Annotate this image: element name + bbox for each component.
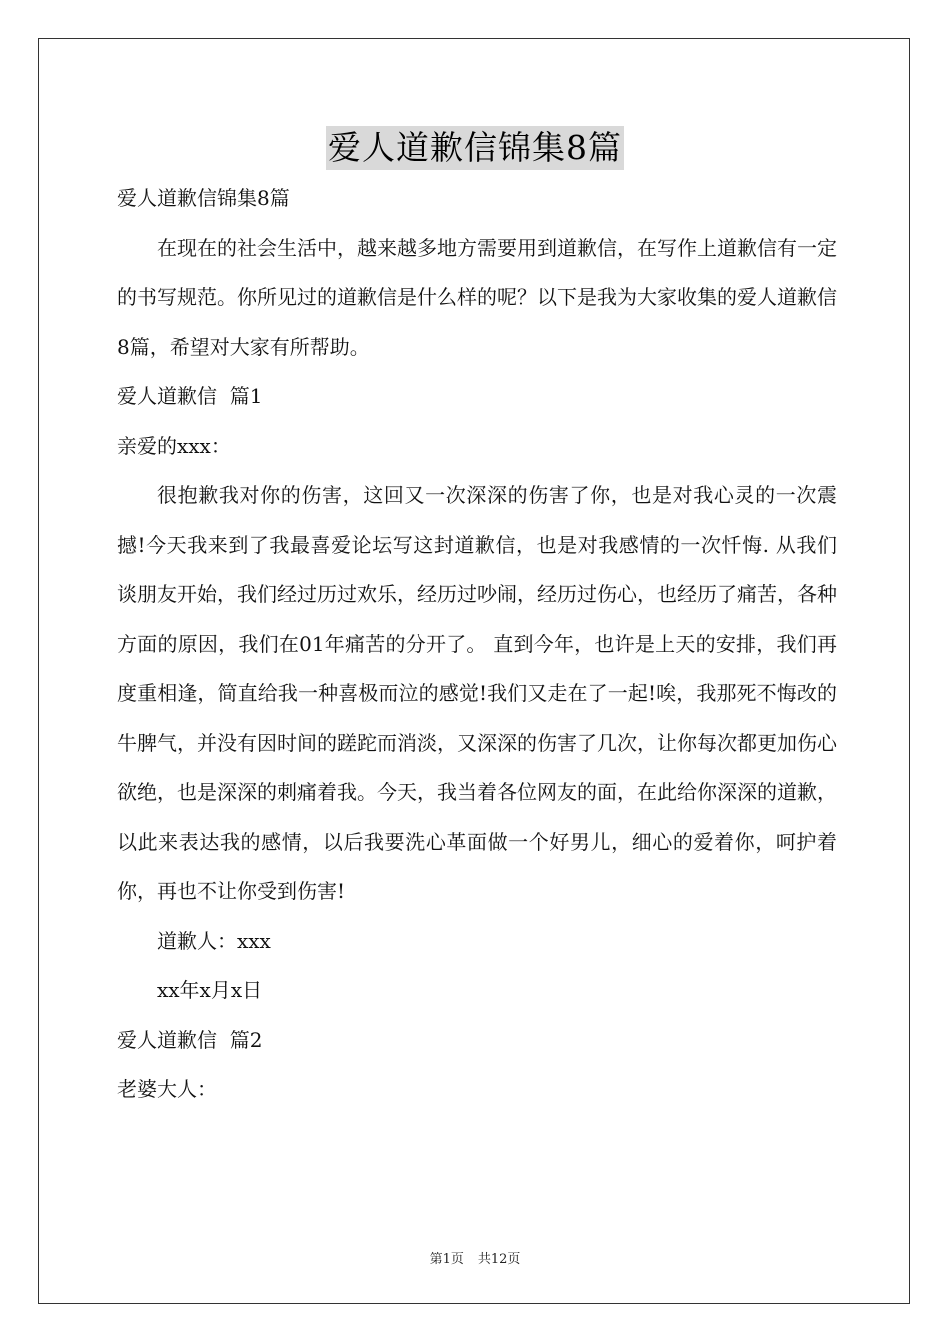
page-number: 第1页 — [429, 1252, 464, 1267]
section-1-date: xx年x月x日 — [157, 978, 263, 1002]
section-2-heading: 爱人道歉信 篇2 — [117, 1027, 263, 1052]
document-subtitle: 爱人道歉信锦集8篇 — [117, 186, 290, 210]
page-total: 共12页 — [477, 1252, 521, 1267]
intro-paragraph: 在现在的社会生活中，越来越多地方需要用到道歉信，在写作上道歉信有一定的书写规范。你所见过的道歉信是什么样的呢？以下是我为大家收集的爱人道歉信8篇，希望对大家有所帮助。 — [117, 235, 837, 359]
section-1-signature: 道歉人：xxx — [157, 928, 271, 953]
title-container — [0, 126, 950, 170]
section-2-salutation: 老婆大人： — [117, 1077, 217, 1101]
section-1-heading: 爱人道歉信 篇1 — [117, 384, 263, 408]
page-footer — [0, 1248, 950, 1267]
section-1-salutation: 亲爱的xxx： — [117, 433, 231, 458]
document-title: 爱人道歉信锦集8篇 — [326, 126, 624, 170]
section-1-body: 很抱歉我对你的伤害，这回又一次深深的伤害了你，也是对我心灵的一次震撼!今天我来到了我最喜爱论坛写这封道歉信，也是对我感情的一次忏悔. 从我们谈朋友开始，我们经过历过欢乐，经历过吵闹，经历过伤心，也经历了痛苦，各种方面的原因，我们在01年痛苦的分开了。 直到今年，也许是上天的安排，我们再度重相逢，简直给我一种喜极而泣的感觉!我们又走在了一起!唉，我那死不悔改的牛脾气，并没有因时间的蹉跎而消淡，又深深的伤害了几次，让你每次都更加伤心欲绝，也是深深的刺痛着我。今天，我当着各位网友的面，在此给你深深的道歉，以此来表达我的感情，以后我要洗心革面做一个好男儿，细心的爱着你，呵护着你，再也不让你受到伤害! — [117, 483, 837, 903]
document-body — [117, 174, 837, 1115]
